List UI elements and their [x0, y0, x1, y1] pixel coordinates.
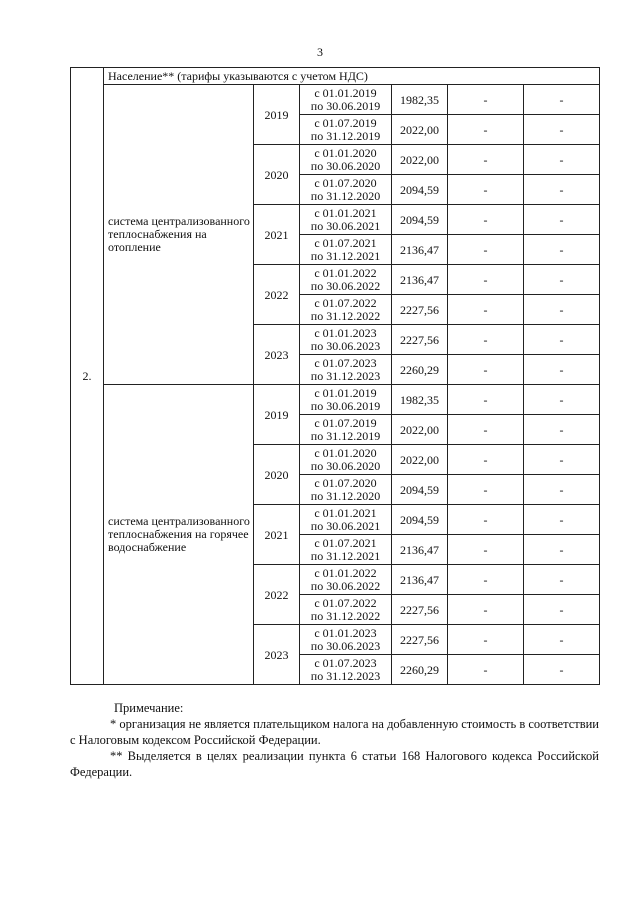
- period-cell: [300, 355, 392, 385]
- period-cell: [300, 655, 392, 685]
- empty-dash: -: [524, 625, 600, 655]
- tariff-value: 2227,56: [392, 595, 448, 625]
- period-from: с 01.01.2022: [314, 265, 377, 280]
- table-row: [71, 85, 600, 115]
- year-cell: 2023: [254, 625, 300, 685]
- period-cell: [300, 145, 392, 175]
- period-to: по 30.06.2019: [310, 398, 381, 413]
- empty-dash: -: [448, 625, 524, 655]
- empty-dash: -: [448, 235, 524, 265]
- period-to: по 31.12.2020: [310, 488, 381, 503]
- period-cell: [300, 505, 392, 535]
- empty-dash: -: [524, 385, 600, 415]
- period-from: с 01.07.2019: [314, 415, 377, 430]
- period-from: с 01.07.2019: [314, 115, 377, 130]
- empty-dash: -: [524, 505, 600, 535]
- period-from: с 01.01.2020: [314, 145, 377, 160]
- period-to: по 31.12.2023: [310, 368, 381, 383]
- tariff-value: 2094,59: [392, 205, 448, 235]
- period-to: по 30.06.2020: [310, 458, 381, 473]
- period-to: по 31.12.2021: [310, 548, 381, 563]
- empty-dash: -: [524, 355, 600, 385]
- period-from: с 01.01.2019: [314, 85, 377, 100]
- period-cell: [300, 445, 392, 475]
- notes-title: Примечание:: [114, 701, 184, 715]
- period-from: с 01.01.2022: [314, 565, 377, 580]
- tariff-value: 2136,47: [392, 565, 448, 595]
- page-number: 3: [317, 45, 323, 59]
- empty-dash: -: [524, 175, 600, 205]
- period-to: по 31.12.2022: [310, 608, 381, 623]
- period-cell: [300, 205, 392, 235]
- notes-block: [70, 700, 599, 780]
- tariff-value: 2022,00: [392, 445, 448, 475]
- empty-dash: -: [448, 205, 524, 235]
- empty-dash: -: [448, 355, 524, 385]
- period-from: с 01.07.2022: [314, 595, 377, 610]
- period-cell: [300, 85, 392, 115]
- period-from: с 01.01.2023: [314, 625, 377, 640]
- empty-dash: -: [524, 565, 600, 595]
- period-cell: [300, 385, 392, 415]
- tariff-value: 2227,56: [392, 625, 448, 655]
- year-cell: 2023: [254, 325, 300, 385]
- period-from: с 01.07.2021: [314, 235, 377, 250]
- period-to: по 30.06.2019: [310, 98, 381, 113]
- period-to: по 30.06.2023: [310, 638, 381, 653]
- empty-dash: -: [448, 415, 524, 445]
- period-from: с 01.07.2023: [314, 655, 377, 670]
- empty-dash: -: [448, 115, 524, 145]
- tariff-table: [70, 67, 600, 685]
- empty-dash: -: [524, 535, 600, 565]
- period-cell: [300, 115, 392, 145]
- period-cell: [300, 565, 392, 595]
- year-cell: 2022: [254, 265, 300, 325]
- period-to: по 30.06.2023: [310, 338, 381, 353]
- empty-dash: -: [448, 295, 524, 325]
- period-from: с 01.07.2020: [314, 175, 377, 190]
- empty-dash: -: [448, 145, 524, 175]
- empty-dash: -: [448, 445, 524, 475]
- period-cell: [300, 415, 392, 445]
- period-to: по 31.12.2022: [310, 308, 381, 323]
- period-from: с 01.01.2019: [314, 385, 377, 400]
- empty-dash: -: [524, 115, 600, 145]
- tariff-value: 1982,35: [392, 385, 448, 415]
- tariff-value: 2022,00: [392, 145, 448, 175]
- empty-dash: -: [524, 325, 600, 355]
- tariff-value: 2136,47: [392, 535, 448, 565]
- period-to: по 30.06.2022: [310, 578, 381, 593]
- empty-dash: -: [448, 505, 524, 535]
- empty-dash: -: [524, 265, 600, 295]
- tariff-value: 2136,47: [392, 235, 448, 265]
- period-to: по 31.12.2021: [310, 248, 381, 263]
- period-to: по 31.12.2019: [310, 128, 381, 143]
- period-from: с 01.01.2023: [314, 325, 377, 340]
- empty-dash: -: [448, 475, 524, 505]
- year-cell: 2019: [254, 85, 300, 145]
- empty-dash: -: [524, 85, 600, 115]
- tariff-value: 2022,00: [392, 415, 448, 445]
- empty-dash: -: [448, 85, 524, 115]
- tariff-value: 2260,29: [392, 355, 448, 385]
- empty-dash: -: [524, 655, 600, 685]
- period-to: по 31.12.2020: [310, 188, 381, 203]
- empty-dash: -: [524, 145, 600, 175]
- period-to: по 30.06.2022: [310, 278, 381, 293]
- empty-dash: -: [448, 325, 524, 355]
- year-cell: 2020: [254, 145, 300, 205]
- year-cell: 2021: [254, 505, 300, 565]
- tariff-value: 2094,59: [392, 475, 448, 505]
- year-cell: 2020: [254, 445, 300, 505]
- tariff-value: 2022,00: [392, 115, 448, 145]
- tariff-value: 2260,29: [392, 655, 448, 685]
- empty-dash: -: [448, 175, 524, 205]
- period-from: с 01.07.2021: [314, 535, 377, 550]
- empty-dash: -: [448, 655, 524, 685]
- empty-dash: -: [524, 445, 600, 475]
- empty-dash: -: [524, 415, 600, 445]
- period-from: с 01.01.2021: [314, 505, 377, 520]
- system-name: система централизованного теплоснабжения на горячее водоснабжение: [104, 385, 254, 685]
- period-to: по 30.06.2021: [310, 218, 381, 233]
- period-cell: [300, 475, 392, 505]
- empty-dash: -: [524, 595, 600, 625]
- year-cell: 2022: [254, 565, 300, 625]
- table-row: [71, 385, 600, 415]
- tariff-value: 2094,59: [392, 505, 448, 535]
- note-2: ** Выделяется в целях реализации пункта 6 статьи 168 Налогового кодекса Российской Федерации.: [70, 749, 599, 779]
- empty-dash: -: [448, 565, 524, 595]
- empty-dash: -: [448, 535, 524, 565]
- note-1: * организация не является плательщиком налога на добавленную стоимость в соответствии с Налоговым кодексом Российской Федерации.: [70, 717, 599, 747]
- period-to: по 30.06.2021: [310, 518, 381, 533]
- period-cell: [300, 175, 392, 205]
- empty-dash: -: [524, 205, 600, 235]
- empty-dash: -: [524, 295, 600, 325]
- empty-dash: -: [448, 595, 524, 625]
- period-cell: [300, 235, 392, 265]
- period-cell: [300, 295, 392, 325]
- period-cell: [300, 625, 392, 655]
- group-header: Население** (тарифы указываются с учетом НДС): [104, 68, 600, 85]
- tariff-value: 2227,56: [392, 325, 448, 355]
- period-cell: [300, 595, 392, 625]
- period-from: с 01.01.2021: [314, 205, 377, 220]
- empty-dash: -: [524, 475, 600, 505]
- row-number: 2.: [71, 68, 104, 685]
- empty-dash: -: [448, 385, 524, 415]
- empty-dash: -: [524, 235, 600, 265]
- tariff-value: 1982,35: [392, 85, 448, 115]
- tariff-value: 2094,59: [392, 175, 448, 205]
- period-to: по 31.12.2023: [310, 668, 381, 683]
- system-name: система централизованного теплоснабжения на отопление: [104, 85, 254, 385]
- year-cell: 2019: [254, 385, 300, 445]
- empty-dash: -: [448, 265, 524, 295]
- period-to: по 31.12.2019: [310, 428, 381, 443]
- period-from: с 01.07.2020: [314, 475, 377, 490]
- period-to: по 30.06.2020: [310, 158, 381, 173]
- period-cell: [300, 325, 392, 355]
- year-cell: 2021: [254, 205, 300, 265]
- tariff-value: 2227,56: [392, 295, 448, 325]
- period-from: с 01.01.2020: [314, 445, 377, 460]
- tariff-value: 2136,47: [392, 265, 448, 295]
- period-cell: [300, 265, 392, 295]
- period-cell: [300, 535, 392, 565]
- period-from: с 01.07.2023: [314, 355, 377, 370]
- period-from: с 01.07.2022: [314, 295, 377, 310]
